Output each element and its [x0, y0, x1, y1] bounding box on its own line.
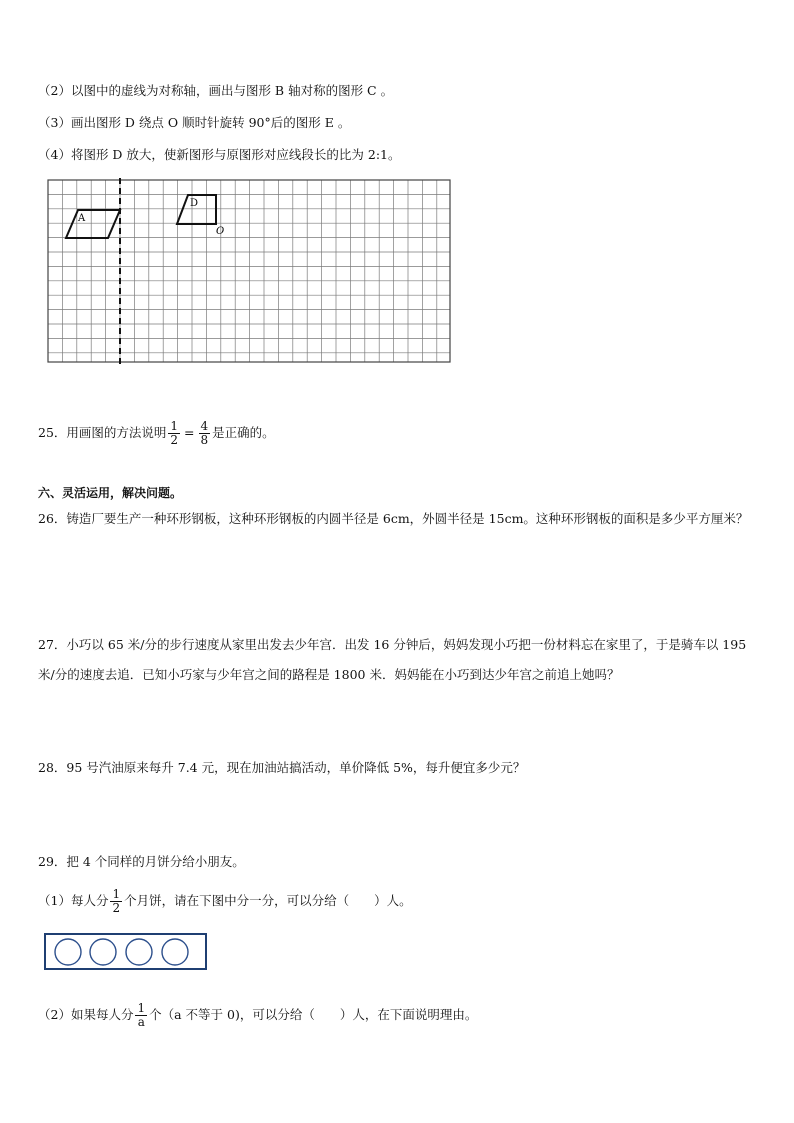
q26-text: 26．铸造厂要生产一种环形钢板，这种环形钢板的内圆半径是 6cm，外圆半径是 15cm。这种环形钢板的面积是多少平方厘米？ — [38, 511, 749, 526]
grid-border — [48, 180, 450, 362]
q25-fraction-2 — [199, 420, 211, 447]
q29-sub2-numerator: 1 — [137, 1001, 146, 1015]
q29-sub2-line — [38, 1002, 477, 1029]
mooncake-circle-2 — [90, 939, 116, 965]
q25-frac2-numerator: 4 — [200, 419, 209, 433]
grid-lines — [48, 180, 450, 362]
q25-suffix: 是正确的。 — [212, 425, 275, 440]
mooncake-circle-1 — [55, 939, 81, 965]
q25-frac1-denominator: 2 — [170, 433, 179, 447]
q28-text: 28．95 号汽油原来每升 7.4 元，现在加油站搞活动，单价降低 5%，每升便宜多少元？ — [38, 760, 526, 775]
q29-sub1-denominator: 2 — [112, 901, 121, 915]
q29-sub1-fraction — [110, 888, 122, 915]
point-o-label: O — [216, 226, 225, 237]
q27-text: 27．小巧以 65 米/分的步行速度从家里出发去少年宫．出发 16 分钟后，妈妈发现小巧把一份材料忘在家里了，于是骑车以 195 米/分的速度去追．已知小巧家与少年宫之间的路程是 1800 米．妈妈能在小巧到达少年宫之前追上她吗？ — [38, 637, 747, 682]
q24-sub3-text: （3）画出图形 D 绕点 O 顺时针旋转 90°后的图形 E 。 — [38, 115, 351, 130]
q29-sub1-suffix: 个月饼，请在下图中分一分，可以分给（ ）人。 — [124, 893, 412, 908]
q25-prefix: 25．用画图的方法说明 — [38, 425, 167, 440]
q29-sub1-line — [38, 888, 412, 915]
q29-sub2-denominator: a — [137, 1015, 145, 1029]
mooncake-circle-4 — [162, 939, 188, 965]
q25-frac2-denominator: 8 — [200, 433, 209, 447]
q24-sub2-text: （2）以图中的虚线为对称轴，画出与图形 B 轴对称的图形 C 。 — [38, 83, 394, 98]
q29-sub2-fraction — [135, 1002, 147, 1029]
q25-fraction-1 — [168, 420, 180, 447]
grid-figure — [46, 178, 456, 370]
q25-frac1-numerator: 1 — [170, 419, 179, 433]
q29-intro: 29．把 4 个同样的月饼分给小朋友。 — [38, 854, 245, 869]
section-6-heading: 六、灵活运用，解决问题。 — [38, 486, 183, 500]
shape-d-label: D — [190, 198, 199, 209]
shape-a-label: A — [78, 213, 86, 224]
q24-sub4-text: （4）将图形 D 放大，使新图形与原图形对应线段长的比为 2:1。 — [38, 147, 401, 162]
q29-sub2-prefix: （2）如果每人分 — [38, 1007, 134, 1022]
q25-line — [38, 420, 275, 447]
q29-sub2-suffix: 个（a 不等于 0)，可以分给（ ）人，在下面说明理由。 — [149, 1007, 478, 1022]
mooncake-circle-3 — [126, 939, 152, 965]
q25-equals: = — [184, 425, 195, 440]
q29-sub1-prefix: （1）每人分 — [38, 893, 109, 908]
q29-sub1-numerator: 1 — [112, 887, 121, 901]
mooncake-box — [44, 933, 208, 971]
shape-a — [66, 210, 120, 238]
